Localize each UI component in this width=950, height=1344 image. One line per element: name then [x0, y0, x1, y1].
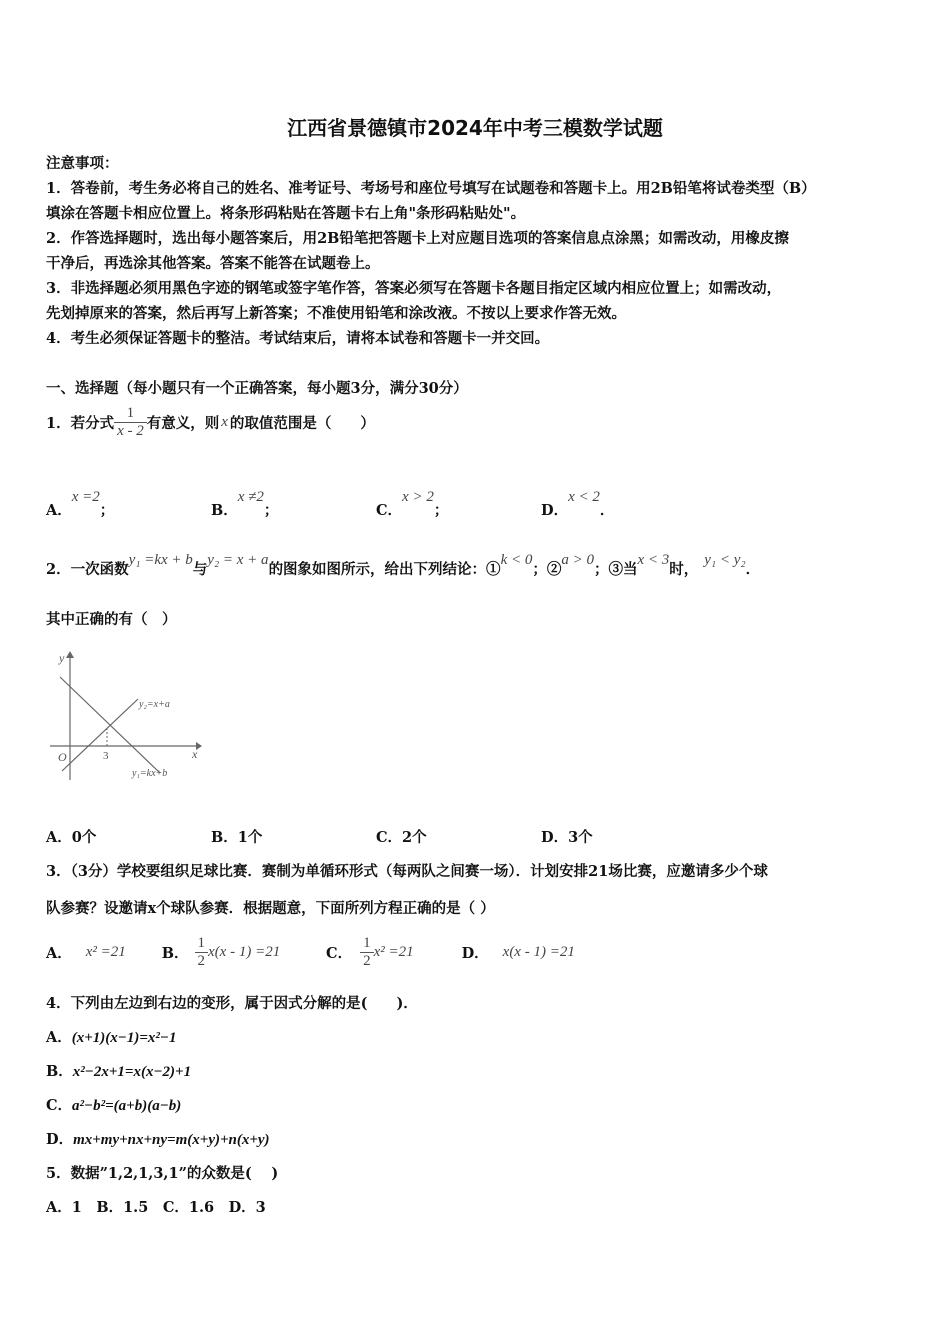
q2-sep3: ；③当 — [593, 561, 638, 578]
q1-option-b[interactable] — [211, 485, 279, 519]
q2-option-d[interactable]: D．3个 — [541, 829, 593, 846]
option-expr: (x+1)(x−1)=x²−1 — [71, 1030, 177, 1046]
q1-option-a[interactable] — [46, 485, 115, 519]
option-label: B． — [211, 502, 238, 519]
q2-when: 时， — [669, 561, 699, 578]
q4-option-a[interactable] — [46, 1026, 177, 1047]
x-label: x — [192, 747, 198, 761]
q3-option-a[interactable]: x² =21 — [85, 943, 126, 960]
origin-label: O — [58, 750, 67, 764]
frac-den: 2 — [360, 952, 374, 970]
option-label: D． — [46, 1131, 74, 1148]
q3-option-c-label[interactable]: C． — [326, 944, 353, 962]
q1-fraction — [114, 405, 147, 440]
q3-options — [46, 930, 575, 974]
q2-cond3: x < 3 — [637, 552, 670, 568]
q1-option-c[interactable] — [376, 485, 449, 519]
option-expr: a²−b²=(a+b)(a−b) — [72, 1098, 182, 1114]
q3-option-b-label[interactable]: B． — [161, 944, 189, 962]
question-1 — [46, 400, 375, 444]
q1-var: x — [221, 413, 228, 430]
option-expr: x < 2 — [568, 489, 600, 505]
option-label: A． — [46, 502, 72, 519]
q5-stem: 5．数据”1,2,1,3,1”的众数是( ) — [46, 1165, 279, 1182]
q3-option-d-label[interactable]: D． — [461, 944, 489, 962]
notice-line: 4．考生必须保证答题卡的整洁。考试结束后，请将本试卷和答题卡一并交回。 — [46, 330, 550, 347]
frac-num: 1 — [197, 934, 206, 951]
line-y2-label: y₂=x+a — [139, 699, 170, 710]
notice-line: 填涂在答题卡相应位置上。将条形码粘贴在答题卡右上角"条形码粘贴处"。 — [46, 205, 526, 222]
q2-mid: 的图象如图所示，给出下列结论：① — [268, 561, 501, 578]
q1-frac-den: x - 2 — [114, 422, 147, 440]
q1-suffix-a: 有意义，则 — [146, 414, 220, 432]
q2-func1: y₁ =kx + b — [128, 552, 193, 568]
notice-line: 2．作答选择题时，选出每小题答案后，用2B铅笔把答题卡上对应题目选项的答案信息点涂黑；如需改动，用橡皮擦 — [46, 230, 789, 247]
q3-option-b-frac — [195, 935, 209, 970]
q2-option-b[interactable]: B．1个 — [211, 829, 263, 846]
option-expr: mx+my+nx+ny=m(x+y)+n(x+y) — [73, 1132, 270, 1148]
q2-option-a[interactable]: A．0个 — [46, 829, 97, 846]
option-label: C． — [46, 1097, 73, 1114]
option-label: C． — [376, 502, 403, 519]
option-end: ． — [599, 502, 615, 519]
q2-line2: 其中正确的有（ ） — [46, 611, 177, 628]
q2-cond4: y₁ < y₂ — [704, 552, 746, 568]
tick-label: 3 — [103, 750, 109, 762]
q3-line1: 3．（3分）学校要组织足球比赛．赛制为单循环形式（每两队之间赛一场）．计划安排21场比赛，应邀请多少个球 — [46, 863, 768, 880]
q1-suffix-b: 的取值范围是（ ） — [229, 414, 375, 432]
q3-option-b[interactable]: x(x - 1) =21 — [208, 943, 281, 960]
frac-num: 1 — [363, 934, 371, 951]
option-label: D． — [541, 502, 569, 519]
q3-option-c[interactable]: x² =21 — [373, 943, 414, 960]
option-end: ； — [99, 502, 115, 519]
q2-prefix: 2．一次函数 — [46, 561, 129, 578]
q3-option-a-label[interactable]: A． — [46, 944, 72, 962]
option-expr: x ≠2 — [237, 489, 264, 505]
y-axis-arrow — [66, 651, 74, 658]
q1-option-d[interactable] — [541, 485, 615, 519]
q2-cond2: a > 0 — [561, 552, 594, 568]
option-expr: x²−2x+1=x(x−2)+1 — [72, 1064, 192, 1080]
option-expr: x =2 — [71, 489, 100, 505]
option-end: ； — [433, 502, 449, 519]
q2-and: 与 — [192, 561, 208, 578]
q2-option-c[interactable]: C．2个 — [376, 829, 427, 846]
option-label: B． — [46, 1063, 73, 1080]
q1-prefix: 1．若分式 — [46, 414, 115, 432]
frac-den: 2 — [195, 952, 209, 970]
option-label: A． — [46, 1029, 72, 1046]
q2-sep2: ；② — [532, 561, 562, 578]
section-heading: 一、选择题（每小题只有一个正确答案，每小题3分，满分30分） — [46, 380, 468, 397]
line-y1-label: y₁=kx+b — [132, 768, 168, 779]
notice-line: 1．答卷前，考生务必将自己的姓名、准考证号、考场号和座位号填写在试题卷和答题卡上。用2B铅笔将试卷类型（B） — [46, 180, 816, 197]
q2-cond1: k < 0 — [500, 552, 533, 568]
question-2 — [46, 548, 761, 578]
option-expr: x > 2 — [402, 489, 434, 505]
q2-graph — [46, 645, 206, 785]
q4-stem: 4．下列由左边到右边的变形，属于因式分解的是( )． — [46, 995, 418, 1012]
q2-end: ． — [745, 561, 761, 578]
page-title: 江西省景德镇市2024年中考三模数学试题 — [287, 116, 663, 140]
notice-heading: 注意事项： — [46, 155, 119, 172]
q2-func2: y₂ = x + a — [207, 552, 269, 568]
q1-frac-num: 1 — [126, 404, 135, 421]
q4-option-d[interactable] — [46, 1128, 270, 1149]
q3-option-d[interactable]: x(x - 1) =21 — [502, 943, 575, 960]
option-end: ； — [263, 502, 279, 519]
y-label: y — [59, 651, 65, 665]
notice-line: 干净后，再选涂其他答案。答案不能答在试题卷上。 — [46, 255, 380, 272]
q3-option-c-frac — [360, 935, 374, 970]
notice-line: 先划掉原来的答案，然后再写上新答案；不准使用铅笔和涂改液。不按以上要求作答无效。 — [46, 305, 626, 322]
line-y2 — [62, 699, 138, 771]
q4-option-c[interactable] — [46, 1094, 181, 1115]
q5-options[interactable]: A．1 B．1.5 C．1.6 D．3 — [46, 1199, 266, 1216]
q3-line2: 队参赛？设邀请x个球队参赛．根据题意，下面所列方程正确的是（ ） — [46, 900, 495, 917]
notice-line: 3．非选择题必须用黑色字迹的钢笔或签字笔作答，答案必须写在答题卡各题目指定区域内相应位置上；如需改动， — [46, 280, 782, 297]
q4-option-b[interactable] — [46, 1060, 191, 1081]
